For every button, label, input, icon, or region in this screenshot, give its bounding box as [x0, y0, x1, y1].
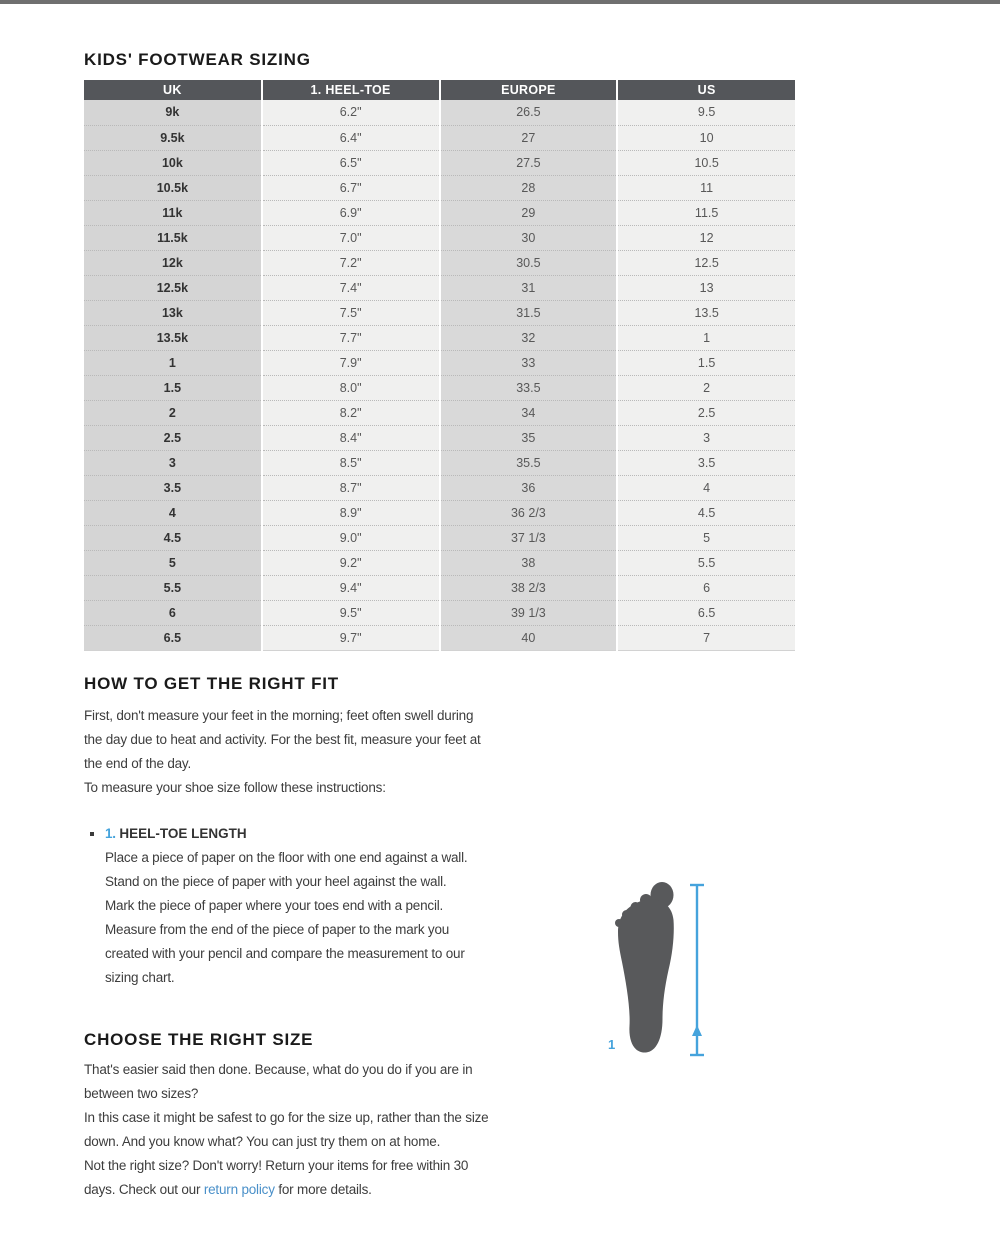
text-line: Place a piece of paper on the floor with one end against a wall. — [105, 849, 468, 865]
table-cell: 7.4" — [262, 275, 440, 300]
table-row — [84, 425, 795, 450]
table-cell: 12 — [617, 225, 795, 250]
choose-paragraph-lines — [84, 1058, 534, 1178]
table-cell: 11 — [617, 175, 795, 200]
table-cell: 34 — [440, 400, 618, 425]
table-row — [84, 325, 795, 350]
text-line: between two sizes? — [84, 1085, 199, 1101]
table-cell: 10.5 — [617, 150, 795, 175]
table-row — [84, 275, 795, 300]
table-cell: 9k — [84, 100, 262, 125]
table-cell: 11.5k — [84, 225, 262, 250]
table-cell: 30.5 — [440, 250, 618, 275]
return-policy-link[interactable]: return policy — [203, 1181, 275, 1197]
page-title: KIDS' FOOTWEAR SIZING — [84, 50, 311, 69]
table-row — [84, 375, 795, 400]
text-line: Measure from the end of the piece of paper to the mark you — [105, 921, 450, 937]
table-row — [84, 150, 795, 175]
table-cell: 7.0" — [262, 225, 440, 250]
table-cell: 33.5 — [440, 375, 618, 400]
table-cell: 1 — [84, 350, 262, 375]
table-cell: 4 — [84, 500, 262, 525]
table-cell: 35 — [440, 425, 618, 450]
table-row — [84, 525, 795, 550]
column-header: US — [617, 80, 795, 100]
sizing-table — [84, 80, 795, 651]
table-cell: 8.4" — [262, 425, 440, 450]
table-cell: 8.9" — [262, 500, 440, 525]
square-bullet-icon — [90, 832, 94, 836]
sizing-table-body — [84, 100, 795, 650]
table-cell: 4.5 — [617, 500, 795, 525]
table-cell: 10.5k — [84, 175, 262, 200]
table-cell: 13.5k — [84, 325, 262, 350]
table-cell: 11k — [84, 200, 262, 225]
sizing-table-head — [84, 80, 795, 100]
table-cell: 31 — [440, 275, 618, 300]
table-cell: 13k — [84, 300, 262, 325]
table-cell: 2 — [84, 400, 262, 425]
measurement-arrow-icon — [690, 885, 704, 1055]
step-number: 1. — [105, 825, 116, 841]
table-cell: 5.5 — [617, 550, 795, 575]
instruction-list — [84, 846, 509, 990]
table-cell: 6 — [617, 575, 795, 600]
table-cell: 13.5 — [617, 300, 795, 325]
foot-icon — [605, 880, 725, 1060]
table-cell: 7.5" — [262, 300, 440, 325]
step-heading — [84, 822, 880, 846]
table-row — [84, 600, 795, 625]
table-cell: 29 — [440, 200, 618, 225]
table-cell: 35.5 — [440, 450, 618, 475]
table-cell: 6.9" — [262, 200, 440, 225]
table-cell: 38 2/3 — [440, 575, 618, 600]
table-cell: 6.5" — [262, 150, 440, 175]
table-row — [84, 300, 795, 325]
choose-size-section — [84, 1030, 880, 1202]
table-cell: 5 — [84, 550, 262, 575]
table-cell: 12.5k — [84, 275, 262, 300]
table-cell: 32 — [440, 325, 618, 350]
link-line-before: days. Check out our — [84, 1181, 204, 1197]
table-cell: 39 1/3 — [440, 600, 618, 625]
table-row — [84, 350, 795, 375]
table-cell: 10k — [84, 150, 262, 175]
table-cell: 11.5 — [617, 200, 795, 225]
table-cell: 1 — [617, 325, 795, 350]
text-line: That's easier said then done. Because, what do you do if you are in — [84, 1061, 473, 1077]
text-line: To measure your shoe size follow these instructions: — [84, 779, 386, 795]
table-cell: 3.5 — [617, 450, 795, 475]
text-line: created with your pencil and compare the measurement to our — [105, 945, 465, 961]
choose-paragraph — [84, 1058, 534, 1202]
table-cell: 33 — [440, 350, 618, 375]
table-cell: 2 — [617, 375, 795, 400]
table-cell: 6.7" — [262, 175, 440, 200]
text-line: First, don't measure your feet in the morning; feet often swell during — [84, 707, 474, 723]
link-line-after: for more details. — [274, 1181, 372, 1197]
text-line: down. And you know what? You can just try them on at home. — [84, 1133, 441, 1149]
table-cell: 3.5 — [84, 475, 262, 500]
column-header: UK — [84, 80, 262, 100]
table-cell: 9.0" — [262, 525, 440, 550]
table-cell: 40 — [440, 625, 618, 650]
table-cell: 37 1/3 — [440, 525, 618, 550]
table-row — [84, 100, 795, 125]
table-cell: 7.9" — [262, 350, 440, 375]
table-row — [84, 625, 795, 650]
table-cell: 8.5" — [262, 450, 440, 475]
table-row — [84, 125, 795, 150]
table-cell: 12.5 — [617, 250, 795, 275]
table-cell: 8.7" — [262, 475, 440, 500]
fit-section — [84, 674, 880, 990]
table-cell: 6.5 — [84, 625, 262, 650]
table-cell: 2.5 — [84, 425, 262, 450]
table-cell: 3 — [84, 450, 262, 475]
table-cell: 36 — [440, 475, 618, 500]
table-cell: 1.5 — [84, 375, 262, 400]
table-row — [84, 475, 795, 500]
table-cell: 7.2" — [262, 250, 440, 275]
table-cell: 7 — [617, 625, 795, 650]
text-line: Stand on the piece of paper with your heel against the wall. — [105, 873, 447, 889]
table-cell: 7.7" — [262, 325, 440, 350]
table-row — [84, 225, 795, 250]
figure-number-label: 1 — [608, 1037, 616, 1052]
table-row — [84, 400, 795, 425]
table-cell: 5.5 — [84, 575, 262, 600]
table-cell: 13 — [617, 275, 795, 300]
section-title-fit: HOW TO GET THE RIGHT FIT — [84, 673, 339, 693]
table-cell: 4 — [617, 475, 795, 500]
column-header: EUROPE — [440, 80, 618, 100]
text-line-with-link — [84, 1178, 534, 1202]
table-row — [84, 450, 795, 475]
table-cell: 10 — [617, 125, 795, 150]
table-cell: 9.4" — [262, 575, 440, 600]
table-cell: 8.0" — [262, 375, 440, 400]
table-row — [84, 550, 795, 575]
table-cell: 27.5 — [440, 150, 618, 175]
table-cell: 9.5 — [617, 100, 795, 125]
table-row — [84, 575, 795, 600]
text-line: Not the right size? Don't worry! Return your items for free within 30 — [84, 1157, 469, 1173]
fit-paragraph — [84, 704, 534, 800]
table-cell: 6.5 — [617, 600, 795, 625]
table-cell: 28 — [440, 175, 618, 200]
text-line: the day due to heat and activity. For the best fit, measure your feet at — [84, 731, 481, 747]
table-cell: 36 2/3 — [440, 500, 618, 525]
table-cell: 30 — [440, 225, 618, 250]
table-cell: 2.5 — [617, 400, 795, 425]
table-cell: 9.5" — [262, 600, 440, 625]
table-cell: 4.5 — [84, 525, 262, 550]
table-row — [84, 500, 795, 525]
text-line: sizing chart. — [105, 969, 175, 985]
table-cell: 38 — [440, 550, 618, 575]
table-cell: 3 — [617, 425, 795, 450]
table-row — [84, 175, 795, 200]
table-cell: 5 — [617, 525, 795, 550]
table-cell: 26.5 — [440, 100, 618, 125]
table-cell: 9.5k — [84, 125, 262, 150]
column-header: 1. HEEL-TOE — [262, 80, 440, 100]
sizing-table-header-row — [84, 80, 795, 100]
table-cell: 1.5 — [617, 350, 795, 375]
foot-measurement-figure — [605, 880, 725, 1060]
table-cell: 6.4" — [262, 125, 440, 150]
table-cell: 27 — [440, 125, 618, 150]
text-line: In this case it might be safest to go for the size up, rather than the size — [84, 1109, 489, 1125]
table-cell: 9.2" — [262, 550, 440, 575]
table-row — [84, 200, 795, 225]
table-cell: 12k — [84, 250, 262, 275]
table-cell: 9.7" — [262, 625, 440, 650]
table-cell: 6.2" — [262, 100, 440, 125]
measure-step — [84, 822, 880, 990]
table-cell: 8.2" — [262, 400, 440, 425]
top-border-bar — [0, 0, 1000, 4]
table-cell: 6 — [84, 600, 262, 625]
section-title-choose: CHOOSE THE RIGHT SIZE — [84, 1029, 314, 1049]
text-line: Mark the piece of paper where your toes end with a pencil. — [105, 897, 444, 913]
step-title: HEEL-TOE LENGTH — [119, 825, 247, 841]
table-row — [84, 250, 795, 275]
table-cell: 31.5 — [440, 300, 618, 325]
text-line: the end of the day. — [84, 755, 192, 771]
